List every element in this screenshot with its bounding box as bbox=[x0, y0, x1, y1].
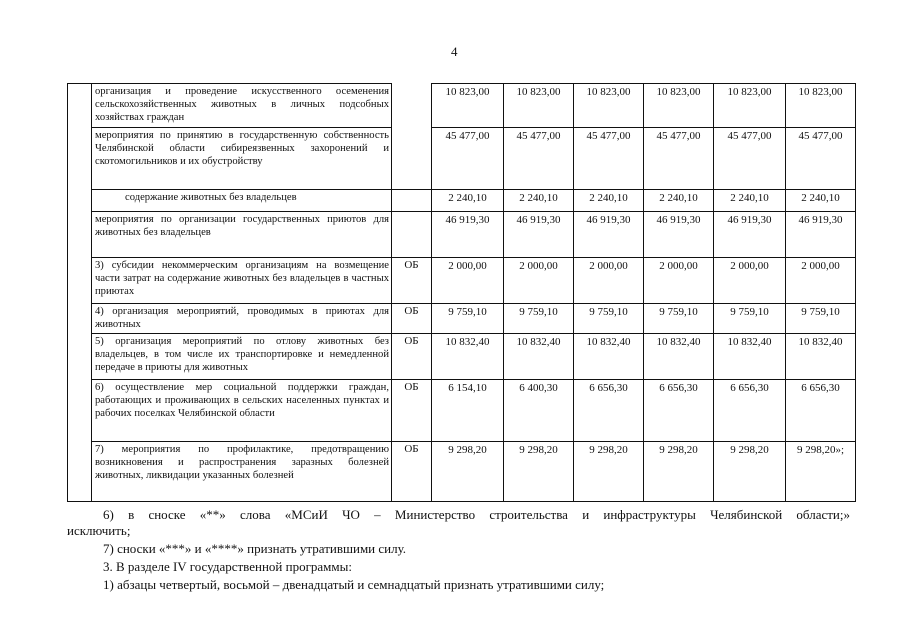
amendment-text bbox=[67, 507, 850, 593]
row-description: мероприятия по принятию в государственную собственность Челябинской области сибиреязвенных захоронений и скотомогильников и их обустройству bbox=[92, 128, 392, 190]
table-row bbox=[68, 212, 856, 258]
row-value: 2 240,10 bbox=[714, 190, 786, 212]
row-value: 9 298,20 bbox=[504, 442, 574, 502]
table-row bbox=[68, 334, 856, 380]
row-value: 6 400,30 bbox=[504, 380, 574, 442]
row-description: 5) организация мероприятий по отлову животных без владельцев, в том числе их транспортировке и немедленной передаче в приюты для животных bbox=[92, 334, 392, 380]
paragraph-6-line-1: 6) в сноске «**» слова «МСиИ ЧО – Министерство строительства и инфраструктуры Челябинской области;» bbox=[103, 507, 850, 522]
row-value: 6 656,30 bbox=[574, 380, 644, 442]
table-row bbox=[68, 442, 856, 502]
row-description: 6) осуществление мер социальной поддержки граждан, работающих и проживающих в сельских населенных пунктах и рабочих поселках Челябинской области bbox=[92, 380, 392, 442]
row-value: 2 000,00 bbox=[574, 258, 644, 304]
row-value: 6 656,30 bbox=[714, 380, 786, 442]
row-source: ОБ bbox=[392, 304, 432, 334]
paragraph-section-3: 3. В разделе IV государственной программы: bbox=[103, 559, 352, 574]
row-value: 2 000,00 bbox=[644, 258, 714, 304]
row-value: 6 154,10 bbox=[432, 380, 504, 442]
table-row bbox=[68, 304, 856, 334]
row-value: 10 823,00 bbox=[714, 84, 786, 128]
row-value: 2 240,10 bbox=[644, 190, 714, 212]
page-number: 4 bbox=[451, 44, 458, 59]
row-description: организация и проведение искусственного осеменения сельскохозяйственных животных в личных подсобных хозяйствах граждан bbox=[92, 84, 392, 128]
row-value: 10 832,40 bbox=[432, 334, 504, 380]
row-value: 6 656,30 bbox=[644, 380, 714, 442]
row-value: 9 759,10 bbox=[644, 304, 714, 334]
row-description: 4) организация мероприятий, проводимых в приютах для животных bbox=[92, 304, 392, 334]
row-value: 2 000,00 bbox=[786, 258, 856, 304]
row-value: 46 919,30 bbox=[574, 212, 644, 258]
row-description: 3) субсидии некоммерческим организациям на возмещение части затрат на содержание животных без владельцев в частных приютах bbox=[92, 258, 392, 304]
row-source bbox=[392, 84, 432, 128]
row-value: 45 477,00 bbox=[786, 128, 856, 190]
row-value: 10 823,00 bbox=[504, 84, 574, 128]
row-value: 9 759,10 bbox=[432, 304, 504, 334]
paragraph-item-1: 1) абзацы четвертый, восьмой – двенадцатый и семнадцатый признать утратившими силу; bbox=[103, 577, 605, 592]
row-value: 2 000,00 bbox=[504, 258, 574, 304]
row-value: 9 759,10 bbox=[574, 304, 644, 334]
row-value: 46 919,30 bbox=[714, 212, 786, 258]
row-value: 9 298,20 bbox=[432, 442, 504, 502]
row-value: 9 298,20 bbox=[574, 442, 644, 502]
row-description: содержание животных без владельцев bbox=[92, 190, 392, 212]
row-value: 10 832,40 bbox=[786, 334, 856, 380]
row-value: 10 832,40 bbox=[504, 334, 574, 380]
paragraph-6-line-2: исключить; bbox=[67, 523, 131, 538]
row-value: 9 298,20 bbox=[714, 442, 786, 502]
row-value: 9 298,20 bbox=[644, 442, 714, 502]
row-value: 10 823,00 bbox=[432, 84, 504, 128]
row-source: ОБ bbox=[392, 258, 432, 304]
table-row bbox=[68, 258, 856, 304]
row-value: 2 000,00 bbox=[432, 258, 504, 304]
row-value: 10 832,40 bbox=[714, 334, 786, 380]
row-value: 9 298,20»; bbox=[786, 442, 856, 502]
table-row bbox=[68, 128, 856, 190]
row-value: 46 919,30 bbox=[504, 212, 574, 258]
row-value: 45 477,00 bbox=[504, 128, 574, 190]
row-source bbox=[392, 128, 432, 190]
row-value: 10 823,00 bbox=[574, 84, 644, 128]
row-source bbox=[392, 212, 432, 258]
row-value: 2 240,10 bbox=[504, 190, 574, 212]
row-source bbox=[392, 190, 432, 212]
row-value: 46 919,30 bbox=[786, 212, 856, 258]
row-value: 10 832,40 bbox=[574, 334, 644, 380]
row-value: 45 477,00 bbox=[432, 128, 504, 190]
row-value: 2 240,10 bbox=[574, 190, 644, 212]
row-value: 46 919,30 bbox=[432, 212, 504, 258]
row-value: 9 759,10 bbox=[786, 304, 856, 334]
row-description: мероприятия по организации государственных приютов для животных без владельцев bbox=[92, 212, 392, 258]
row-value: 2 240,10 bbox=[786, 190, 856, 212]
program-funding-table bbox=[67, 83, 856, 502]
table-row bbox=[68, 84, 856, 128]
row-value: 45 477,00 bbox=[714, 128, 786, 190]
table-row bbox=[68, 190, 856, 212]
row-value: 9 759,10 bbox=[504, 304, 574, 334]
row-value: 9 759,10 bbox=[714, 304, 786, 334]
number-column-cell bbox=[68, 84, 92, 502]
row-value: 45 477,00 bbox=[574, 128, 644, 190]
row-value: 46 919,30 bbox=[644, 212, 714, 258]
row-source: ОБ bbox=[392, 442, 432, 502]
row-value: 45 477,00 bbox=[644, 128, 714, 190]
paragraph-7: 7) сноски «***» и «****» признать утратившими силу. bbox=[103, 541, 407, 556]
row-description: 7) мероприятия по профилактике, предотвращению возникновения и распространения заразных болезней животных, ликвидации указанных болезней bbox=[92, 442, 392, 502]
row-value: 10 823,00 bbox=[644, 84, 714, 128]
row-value: 6 656,30 bbox=[786, 380, 856, 442]
row-value: 10 823,00 bbox=[786, 84, 856, 128]
row-source: ОБ bbox=[392, 380, 432, 442]
row-value: 2 240,10 bbox=[432, 190, 504, 212]
row-value: 10 832,40 bbox=[644, 334, 714, 380]
row-value: 2 000,00 bbox=[714, 258, 786, 304]
row-source: ОБ bbox=[392, 334, 432, 380]
table-row bbox=[68, 380, 856, 442]
